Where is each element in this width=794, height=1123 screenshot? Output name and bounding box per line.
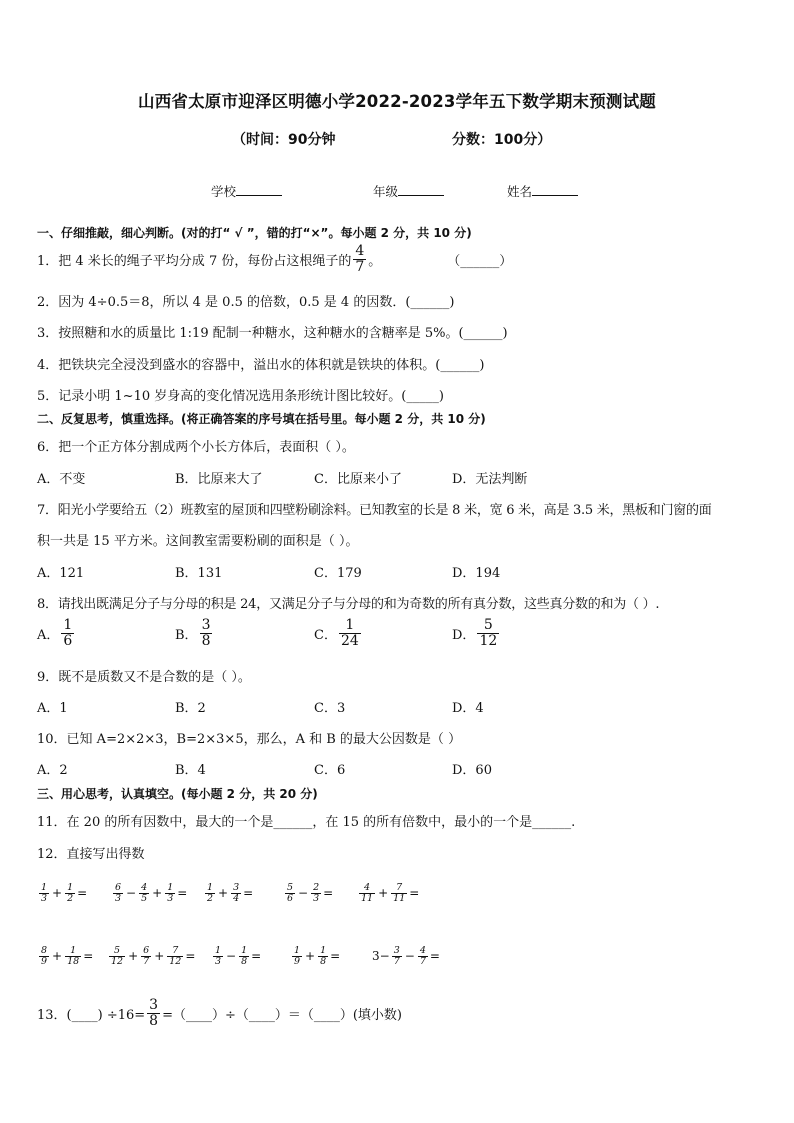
q8-d-label: D． xyxy=(452,627,476,643)
q1-text: 1．把 4 米长的绳子平均分成 7 份，每份占这根绳子的 xyxy=(37,253,352,269)
q8-a-label: A． xyxy=(37,627,60,643)
question-11: 11．在 20 的所有因数中，最大的一个是______，在 15 的所有倍数中，最小的一个是______. xyxy=(37,815,576,830)
q8-d-fraction xyxy=(477,618,499,648)
section3-heading: 三、用心思考，认真填空。(每小题 2 分，共 20 分) xyxy=(37,787,318,801)
fraction: $\frac{1}{9}$ xyxy=(294,945,301,967)
fraction: $\frac{4}{5}$ xyxy=(141,882,148,904)
fraction: $\frac{1}{8}$ xyxy=(241,945,248,967)
q8-d-den: 12 xyxy=(479,632,498,649)
calc-2-4: $\frac{1}{9}$ + $\frac{1}{8}$ = xyxy=(294,945,341,967)
q9-option-a[interactable]: A．1 xyxy=(37,701,68,716)
question-2: 2．因为 4÷0.5＝8，所以 4 是 0.5 的倍数，0.5 是 4 的因数．(______) xyxy=(37,295,455,310)
question-7-line2: 积一共是 15 平方米。这间教室需要粉刷的面积是（ ）。 xyxy=(37,534,359,549)
calc-2-5: 3− $\frac{3}{7}$ − $\frac{4}{7}$ = xyxy=(372,945,440,967)
q13-pre: 13．(____) ÷16= xyxy=(37,1007,146,1023)
q10-option-b[interactable]: B．4 xyxy=(175,763,206,778)
q13-num: 3 xyxy=(149,997,159,1013)
grade-label: 年级 xyxy=(373,184,399,199)
fraction: $\frac{1}{8}$ xyxy=(320,945,327,967)
q10-option-a[interactable]: A．2 xyxy=(37,763,68,778)
q13-post: =（____）÷（____）＝（____）(填小数) xyxy=(162,1007,403,1023)
q8-a-num: 1 xyxy=(63,617,73,633)
calc-1-5: $\frac{4}{11}$ + $\frac{7}{11}$ = xyxy=(361,882,420,904)
q8-option-c[interactable] xyxy=(314,618,363,648)
question-5: 5．记录小明 1~10 岁身高的变化情况选用条形统计图比较好。(_____) xyxy=(37,389,444,404)
q8-option-d[interactable] xyxy=(452,618,501,648)
name-field[interactable] xyxy=(507,182,578,200)
fraction: $\frac{1}{18}$ xyxy=(67,945,80,967)
name-label: 姓名 xyxy=(507,184,533,199)
q8-b-fraction xyxy=(200,618,213,648)
grade-blank[interactable] xyxy=(398,183,444,196)
school-blank[interactable] xyxy=(236,183,282,196)
q10-option-c[interactable]: C．6 xyxy=(314,763,346,778)
name-blank[interactable] xyxy=(532,183,578,196)
q6-option-c[interactable]: C．比原来小了 xyxy=(314,472,402,487)
fraction: $\frac{7}{11}$ xyxy=(393,882,406,904)
calc-1-1: $\frac{1}{3}$ + $\frac{1}{2}$ = xyxy=(41,882,88,904)
calc-2-2: $\frac{5}{12}$ + $\frac{6}{7}$ + $\frac{7}{12}$ = xyxy=(111,945,196,967)
question-6: 6．把一个正方体分割成两个小长方体后，表面积（ ）。 xyxy=(37,440,355,455)
question-1 xyxy=(37,244,512,274)
q8-c-label: C． xyxy=(314,627,337,643)
q7-option-d[interactable]: D．194 xyxy=(452,566,501,581)
calc-2-3: $\frac{1}{3}$ − $\frac{1}{8}$ = xyxy=(215,945,262,967)
q9-option-c[interactable]: C．3 xyxy=(314,701,346,716)
q8-c-fraction xyxy=(339,618,361,648)
fraction: $\frac{5}{6}$ xyxy=(287,882,294,904)
q7-option-b[interactable]: B．131 xyxy=(175,566,223,581)
school-label: 学校 xyxy=(211,184,237,199)
q8-option-a[interactable] xyxy=(37,618,76,648)
fraction: $\frac{4}{7}$ xyxy=(419,945,426,967)
question-10: 10．已知 A=2×2×3，B=2×3×5，那么，A 和 B 的最大公因数是（ ） xyxy=(37,732,462,747)
exam-time: （时间：90分钟 xyxy=(232,132,336,148)
q9-option-d[interactable]: D．4 xyxy=(452,701,484,716)
question-12: 12．直接写出得数 xyxy=(37,847,145,862)
q7-option-a[interactable]: A．121 xyxy=(37,566,85,581)
exam-score: 分数：100分） xyxy=(452,132,552,148)
question-8: 8．请找出既满足分子与分母的积是 24，又满足分子与分母的和为奇数的所有真分数，这些真分数的和为（ ）. xyxy=(37,597,660,612)
fraction: $\frac{3}{4}$ xyxy=(233,882,240,904)
question-9: 9．既不是质数又不是合数的是（ ）。 xyxy=(37,670,251,685)
question-4: 4．把铁块完全浸没到盛水的容器中，溢出水的体积就是铁块的体积。(______) xyxy=(37,358,485,373)
calc-1-2: $\frac{6}{3}$ − $\frac{4}{5}$ + $\frac{1}{3}$ = xyxy=(115,882,188,904)
q1-fraction xyxy=(353,244,366,274)
fraction: $\frac{3}{7}$ xyxy=(393,945,400,967)
fraction: $\frac{6}{7}$ xyxy=(143,945,150,967)
fraction: $\frac{1}{3}$ xyxy=(215,945,222,967)
fraction: $\frac{6}{3}$ xyxy=(115,882,122,904)
q6-option-d[interactable]: D．无法判断 xyxy=(452,472,528,487)
fraction: $\frac{5}{12}$ xyxy=(111,945,124,967)
q8-b-den: 8 xyxy=(201,632,211,649)
section1-heading: 一、仔细推敲，细心判断。(对的打“ √ ”，错的打“×”。每小题 2 分，共 10 分) xyxy=(37,226,472,240)
q1-num: 4 xyxy=(355,243,365,259)
fraction: $\frac{2}{3}$ xyxy=(313,882,320,904)
q8-a-fraction xyxy=(61,618,74,648)
fraction: $\frac{8}{9}$ xyxy=(41,945,48,967)
fraction: $\frac{4}{11}$ xyxy=(361,882,374,904)
q9-option-b[interactable]: B．2 xyxy=(175,701,206,716)
q8-b-num: 3 xyxy=(201,617,211,633)
section2-heading: 二、反复思考，慎重选择。(将正确答案的序号填在括号里。每小题 2 分，共 10 分) xyxy=(37,412,486,426)
q8-c-num: 1 xyxy=(345,617,355,633)
question-3: 3．按照糖和水的质量比 1:19 配制一种糖水，这种糖水的含糖率是 5%。(______) xyxy=(37,326,508,341)
calc-2-1: $\frac{8}{9}$ + $\frac{1}{18}$ = xyxy=(41,945,94,967)
question-7-line1: 7．阳光小学要给五（2）班教室的屋顶和四壁粉刷涂料。已知教室的长是 8 米，宽 6 米，高是 3.5 米，黑板和门窗的面 xyxy=(37,503,712,518)
q6-option-b[interactable]: B．比原来大了 xyxy=(175,472,263,487)
grade-field[interactable] xyxy=(373,182,444,200)
q1-den: 7 xyxy=(355,258,365,275)
q8-a-den: 6 xyxy=(63,632,73,649)
fraction: $\frac{1}{2}$ xyxy=(67,882,74,904)
q8-option-b[interactable] xyxy=(175,618,214,648)
fraction: $\frac{7}{12}$ xyxy=(169,945,182,967)
q10-option-d[interactable]: D．60 xyxy=(452,763,492,778)
q8-d-num: 5 xyxy=(483,617,493,633)
q13-fraction xyxy=(147,998,160,1028)
fraction: $\frac{1}{2}$ xyxy=(207,882,214,904)
school-field[interactable] xyxy=(211,182,282,200)
q1-post: 。 xyxy=(368,253,382,269)
q6-option-a[interactable]: A．不变 xyxy=(37,472,86,487)
q7-option-c[interactable]: C．179 xyxy=(314,566,362,581)
q13-den: 8 xyxy=(149,1012,159,1029)
question-13 xyxy=(37,998,402,1028)
fraction: $\frac{1}{3}$ xyxy=(167,882,174,904)
calc-1-3: $\frac{1}{2}$ + $\frac{3}{4}$ = xyxy=(207,882,254,904)
fraction: $\frac{1}{3}$ xyxy=(41,882,48,904)
calc-1-4: $\frac{5}{6}$ − $\frac{2}{3}$ = xyxy=(287,882,334,904)
q8-b-label: B． xyxy=(175,627,198,643)
q8-c-den: 24 xyxy=(340,632,359,649)
page-title: 山西省太原市迎泽区明德小学2022-2023学年五下数学期末预测试题 xyxy=(138,92,656,111)
q1-answer-paren[interactable]: （______） xyxy=(447,253,513,269)
